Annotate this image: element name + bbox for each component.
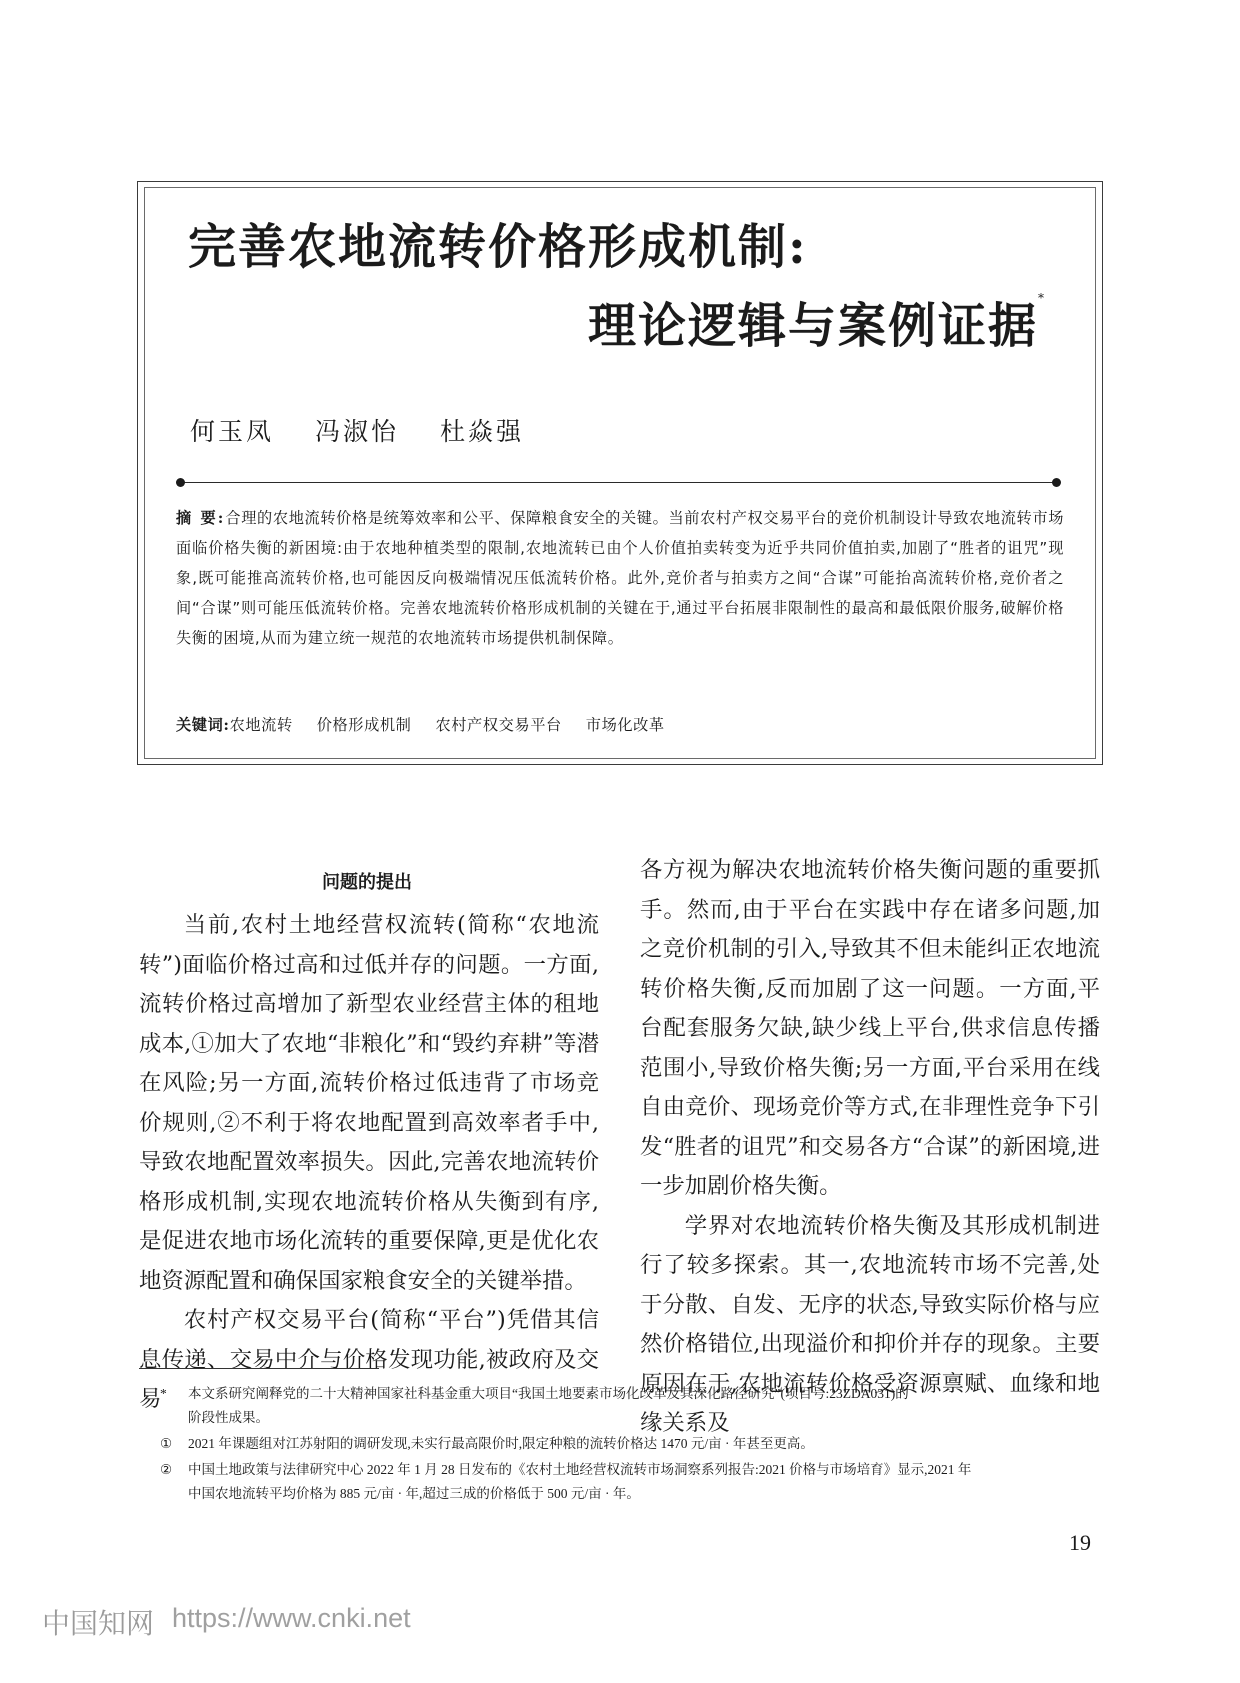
keyword: 市场化改革 <box>585 716 665 734</box>
title-line-2-text: 理论逻辑与案例证据 <box>588 298 1039 354</box>
title-footnote-mark: * <box>1038 291 1047 305</box>
right-column <box>640 851 1100 1444</box>
page-number: 19 <box>1069 1530 1091 1555</box>
footnote-2 <box>160 1432 1090 1456</box>
author-2: 冯淑怡 <box>314 417 399 446</box>
footnote-mark: * <box>160 1386 167 1401</box>
watermark-url[interactable]: https://www.cnki.net <box>172 1603 411 1633</box>
footnote-text: 中国土地政策与法律研究中心 2022 年 1 月 28 日发布的《农村土地经营权流转市场洞察系列报告:2021 价格与市场培育》显示,2021 年 <box>188 1462 972 1477</box>
footnote-1 <box>160 1382 1090 1430</box>
divider-rule <box>180 482 1057 483</box>
keywords-label: 关键词: <box>176 716 230 734</box>
watermark-site-name: 中国知网 <box>42 1607 155 1640</box>
abstract-label: 摘 要: <box>176 509 226 527</box>
footnote-3 <box>160 1458 1090 1506</box>
paragraph: 当前,农村土地经营权流转(简称“农地流转”)面临价格过高和过低并存的问题。一方面,流转价格过高增加了新型农业经营主体的租地成本,①加大了农地“非粮化”和“毁约弃耕”等潜在风险;另一方面,流转价格过低违背了市场竞价规则,②不利于将农地配置到高效率者手中,导致农地配置效率损失。因此,完善农地流转价格形成机制,实现农地流转价格从失衡到有序,是促进农地市场化流转的重要保障,更是优化农地资源配置和确保国家粮食安全的关键举措。 <box>139 912 599 1294</box>
footnote-text-cont: 阶段性成果。 <box>188 1410 269 1425</box>
section-heading: 问题的提出 <box>322 872 412 893</box>
paragraph: 学界对农地流转价格失衡及其形成机制进行了较多探索。其一,农地流转市场不完善,处于分散、自发、无序的状态,导致实际价格与应然价格错位,出现溢价和抑价并存的现象。主要原因在于,农地流转价格受资源禀赋、血缘和地缘关系及 <box>640 1212 1100 1436</box>
keyword: 价格形成机制 <box>316 716 412 734</box>
rule-dot-right <box>1052 478 1061 487</box>
keywords <box>176 714 689 735</box>
abstract-text: 合理的农地流转价格是统筹效率和公平、保障粮食安全的关键。当前农村产权交易平台的竞价机制设计导致农地流转市场面临价格失衡的新困境:由于农地种植类型的限制,农地流转已由个人价值拍卖转变为近乎共同价值拍卖,加剧了“胜者的诅咒”现象,既可能推高流转价格,也可能因反向极端情况压低流转价格。此外,竞价者与拍卖方之间“合谋”可能抬高流转价格,竞价者之间“合谋”则可能压低流转价格。完善农地流转价格形成机制的关键在于,通过平台拓展非限制性的最高和最低限价服务,破解价格失衡的困境,从而为建立统一规范的农地流转市场提供机制保障。 <box>176 509 1064 647</box>
paragraph: 农村产权交易平台(简称“平台”)凭借其信息传递、交易中介与价格发现功能,被政府及交易 <box>139 1307 599 1412</box>
author-3: 杜焱强 <box>439 417 524 446</box>
footnote-text-cont: 中国农地流转平均价格为 885 元/亩 · 年,超过三成的价格低于 500 元/亩 · 年。 <box>188 1486 640 1501</box>
footnote-mark: ② <box>160 1462 173 1477</box>
left-column <box>139 906 599 1420</box>
authors <box>190 412 554 448</box>
paragraph: 各方视为解决农地流转价格失衡问题的重要抓手。然而,由于平台在实践中存在诸多问题,加之竞价机制的引入,导致其不但未能纠正农地流转价格失衡,反而加剧了这一问题。一方面,平台配套服务欠缺,缺少线上平台,供求信息传播范围小,导致价格失衡;另一方面,平台采用在线自由竞价、现场竞价等方式,在非理性竞争下引发“胜者的诅咒”和交易各方“合谋”的新困境,进一步加剧价格失衡。 <box>640 857 1101 1199</box>
footnote-mark: ① <box>160 1436 173 1451</box>
abstract <box>176 503 1064 653</box>
footnote-rule <box>139 1368 379 1369</box>
keyword: 农村产权交易平台 <box>435 716 562 734</box>
title-line-2 <box>588 287 1046 356</box>
rule-dot-left <box>176 478 185 487</box>
footnote-text: 本文系研究阐释党的二十大精神国家社科基金重大项目“我国土地要素市场化改革及其深化路径研究”(项目号:23ZDA031)的 <box>188 1386 909 1401</box>
author-1: 何玉凤 <box>190 417 275 446</box>
keyword: 农地流转 <box>229 716 293 734</box>
title-line-1: 完善农地流转价格形成机制: <box>188 219 808 275</box>
footnote-text: 2021 年课题组对江苏射阳的调研发现,未实行最高限价时,限定种粮的流转价格达 1470 元/亩 · 年甚至更高。 <box>188 1436 814 1451</box>
